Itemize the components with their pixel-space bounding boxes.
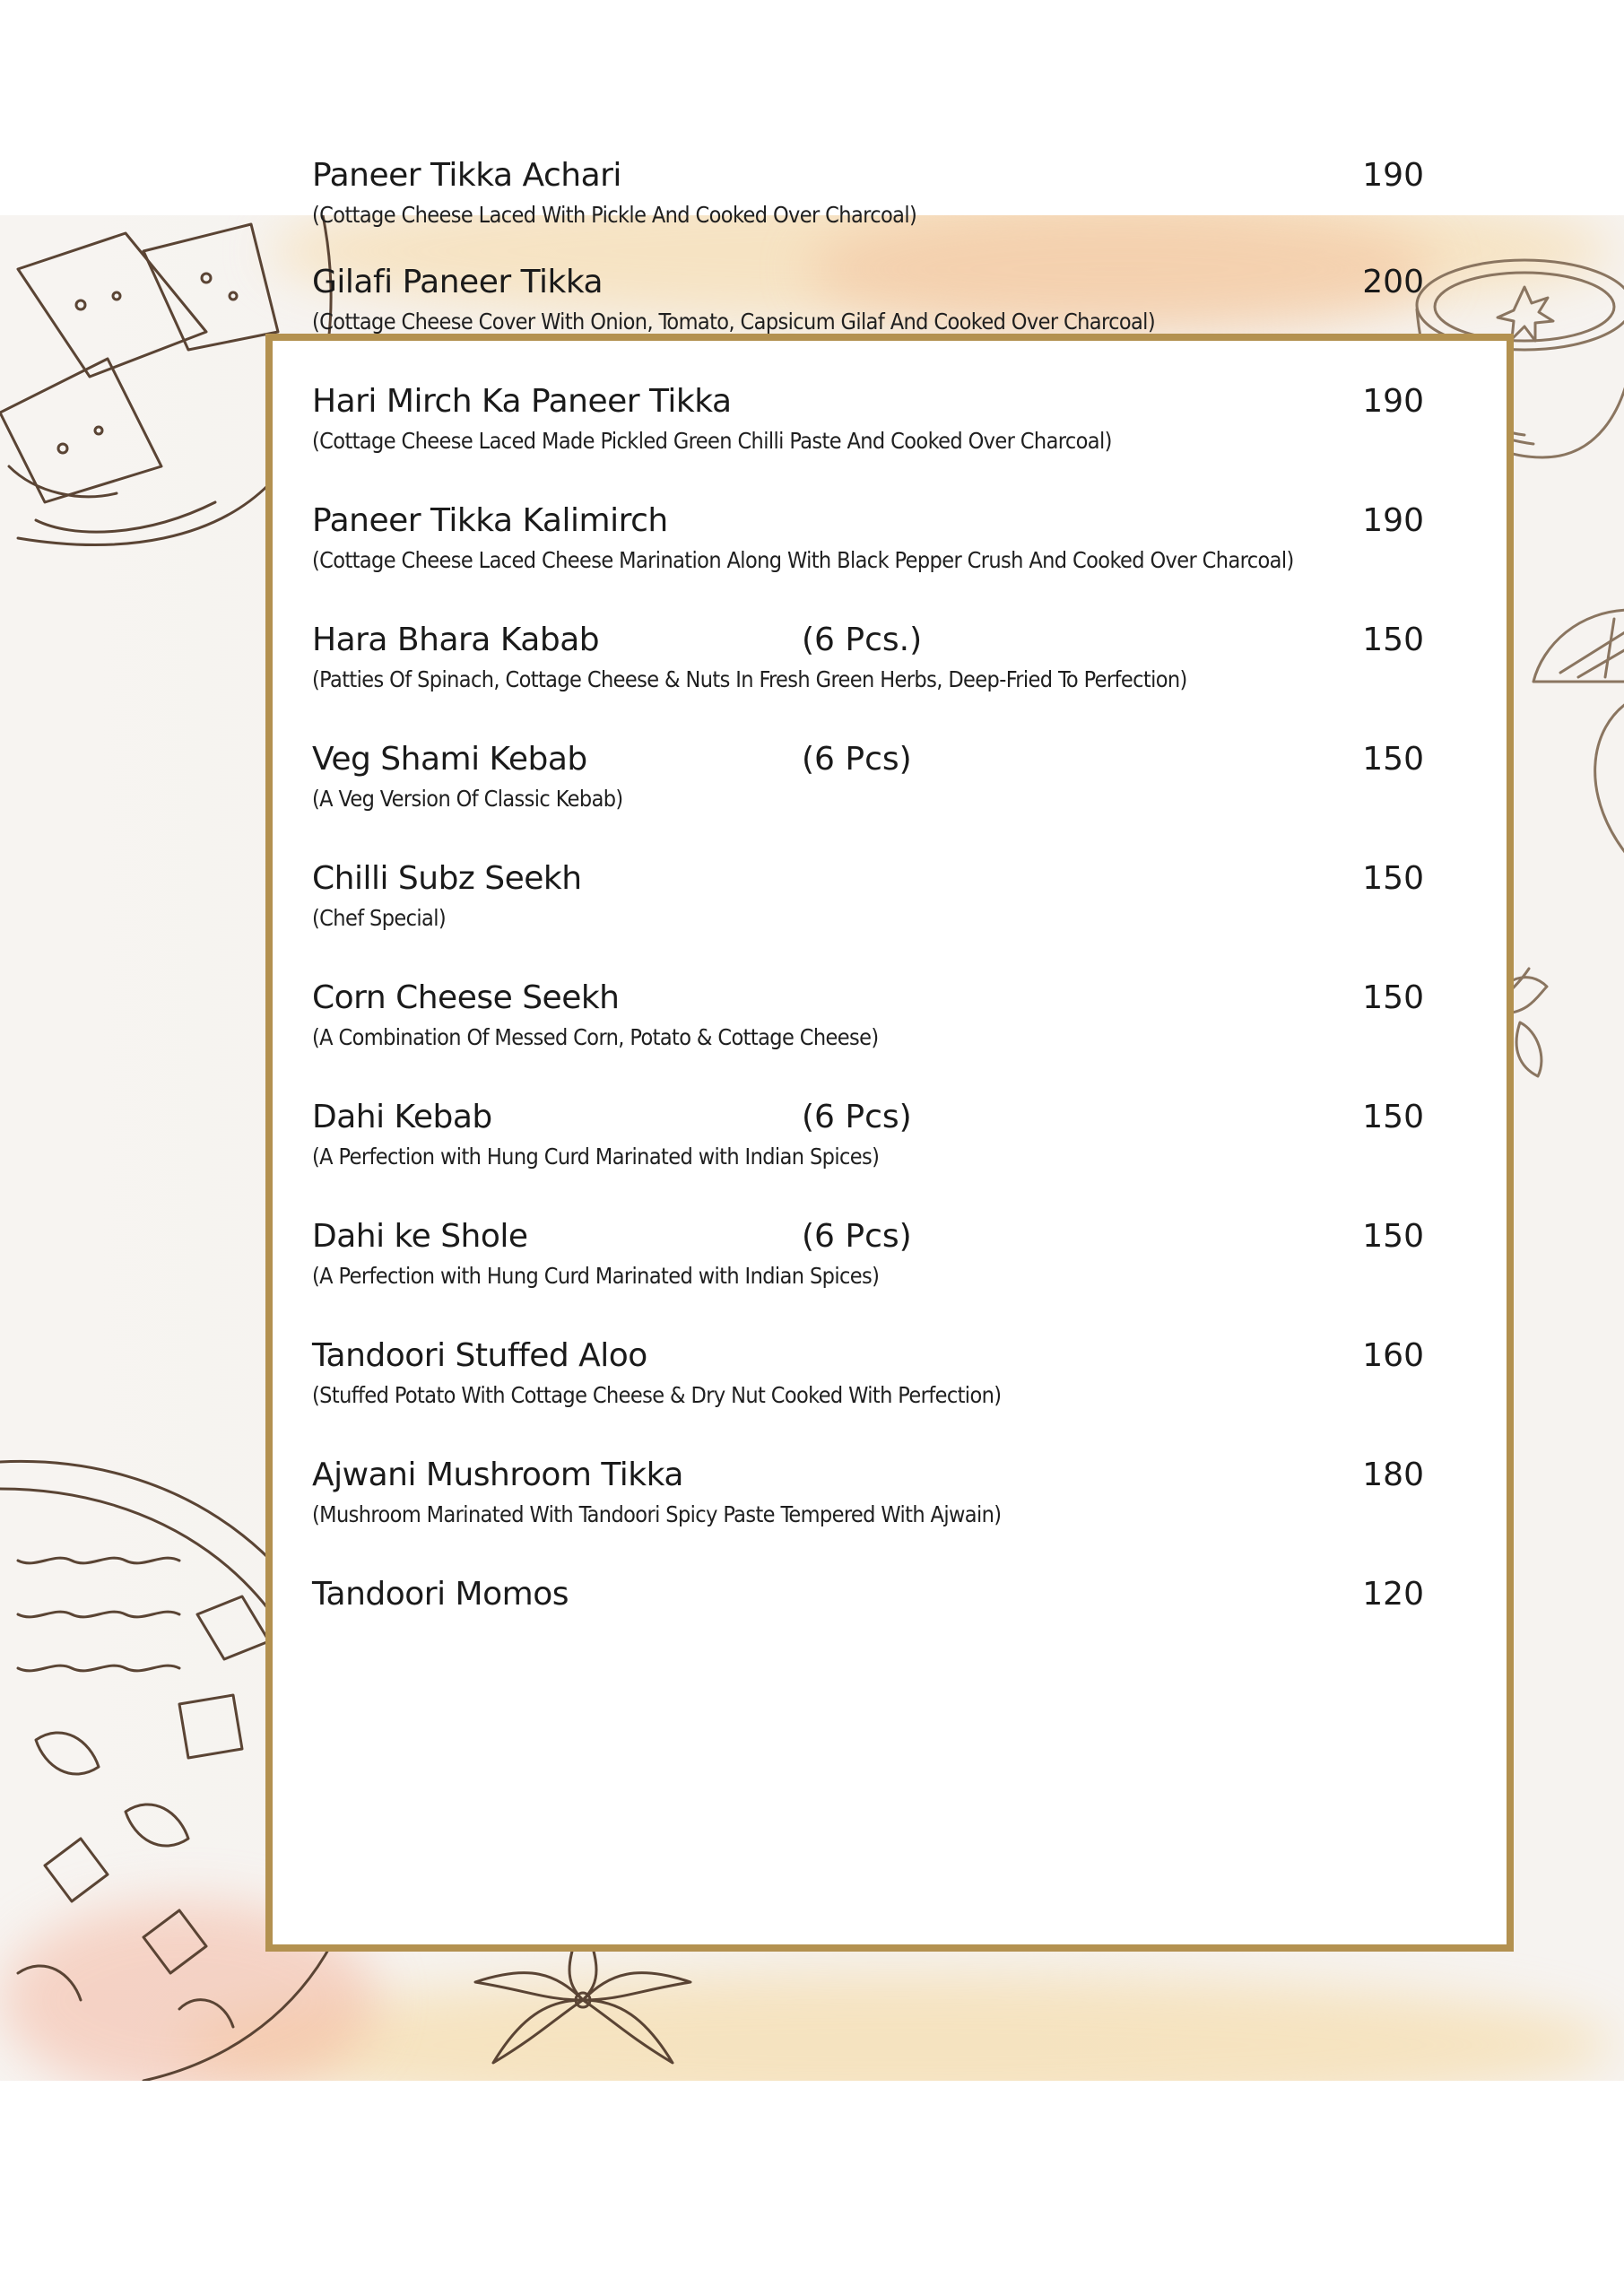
item-name: Hari Mirch Ka Paneer Tikka	[312, 383, 732, 420]
item-price: 150	[1362, 979, 1424, 1016]
item-name: Ajwani Mushroom Tikka	[312, 1457, 683, 1493]
item-name: Tandoori Stuffed Aloo	[312, 1337, 647, 1374]
item-price: 120	[1362, 1576, 1424, 1613]
item-name: Tandoori Momos	[312, 1576, 569, 1613]
item-quantity: (6 Pcs)	[802, 741, 912, 778]
item-name: Dahi ke Shole	[312, 1218, 528, 1255]
item-price: 150	[1362, 622, 1424, 658]
item-name: Corn Cheese Seekh	[312, 979, 620, 1016]
lemon-slice-icon	[1524, 601, 1624, 870]
item-price: 160	[1362, 1337, 1424, 1374]
item-quantity: (6 Pcs.)	[802, 622, 923, 658]
item-description: (Chef Special)	[312, 905, 447, 931]
item-name: Dahi Kebab	[312, 1099, 492, 1135]
item-description: (Patties Of Spinach, Cottage Cheese & Nuts In Fresh Green Herbs, Deep-Fried To Perfection)	[312, 666, 1187, 692]
item-name: Veg Shami Kebab	[312, 741, 587, 778]
item-name: Hara Bhara Kabab	[312, 622, 600, 658]
item-description: (A Perfection with Hung Curd Marinated with Indian Spices)	[312, 1263, 880, 1289]
item-name: Paneer Tikka Kalimirch	[312, 502, 668, 539]
item-price: 190	[1362, 502, 1424, 539]
item-quantity: (6 Pcs)	[802, 1218, 912, 1255]
item-description: (A Perfection with Hung Curd Marinated with Indian Spices)	[312, 1144, 880, 1170]
item-price: 150	[1362, 860, 1424, 897]
item-price: 150	[1362, 1218, 1424, 1255]
item-name: Gilafi Paneer Tikka	[312, 264, 604, 300]
item-price: 200	[1362, 264, 1424, 300]
item-description: (Cottage Cheese Laced Made Pickled Green Chilli Paste And Cooked Over Charcoal)	[312, 428, 1112, 454]
item-description: (Stuffed Potato With Cottage Cheese & Dry Nut Cooked With Perfection)	[312, 1382, 1002, 1408]
item-description: (Mushroom Marinated With Tandoori Spicy Paste Tempered With Ajwain)	[312, 1501, 1002, 1527]
item-description: (A Combination Of Messed Corn, Potato & Cottage Cheese)	[312, 1024, 879, 1050]
item-price: 150	[1362, 741, 1424, 778]
item-price: 190	[1362, 157, 1424, 194]
item-price: 150	[1362, 1099, 1424, 1135]
item-price: 180	[1362, 1457, 1424, 1493]
item-quantity: (6 Pcs)	[802, 1099, 912, 1135]
item-description: (Cottage Cheese Laced Cheese Marination Along With Black Pepper Crush And Cooked Over Charcoal)	[312, 547, 1294, 573]
item-price: 190	[1362, 383, 1424, 420]
item-name: Paneer Tikka Achari	[312, 157, 621, 194]
item-description: (Cottage Cheese Laced With Pickle And Cooked Over Charcoal)	[312, 202, 917, 228]
item-description: (A Veg Version Of Classic Kebab)	[312, 786, 623, 812]
item-name: Chilli Subz Seekh	[312, 860, 582, 897]
menu-frame	[265, 334, 1514, 1952]
item-description: (Cottage Cheese Cover With Onion, Tomato, Capsicum Gilaf And Cooked Over Charcoal)	[312, 309, 1155, 335]
